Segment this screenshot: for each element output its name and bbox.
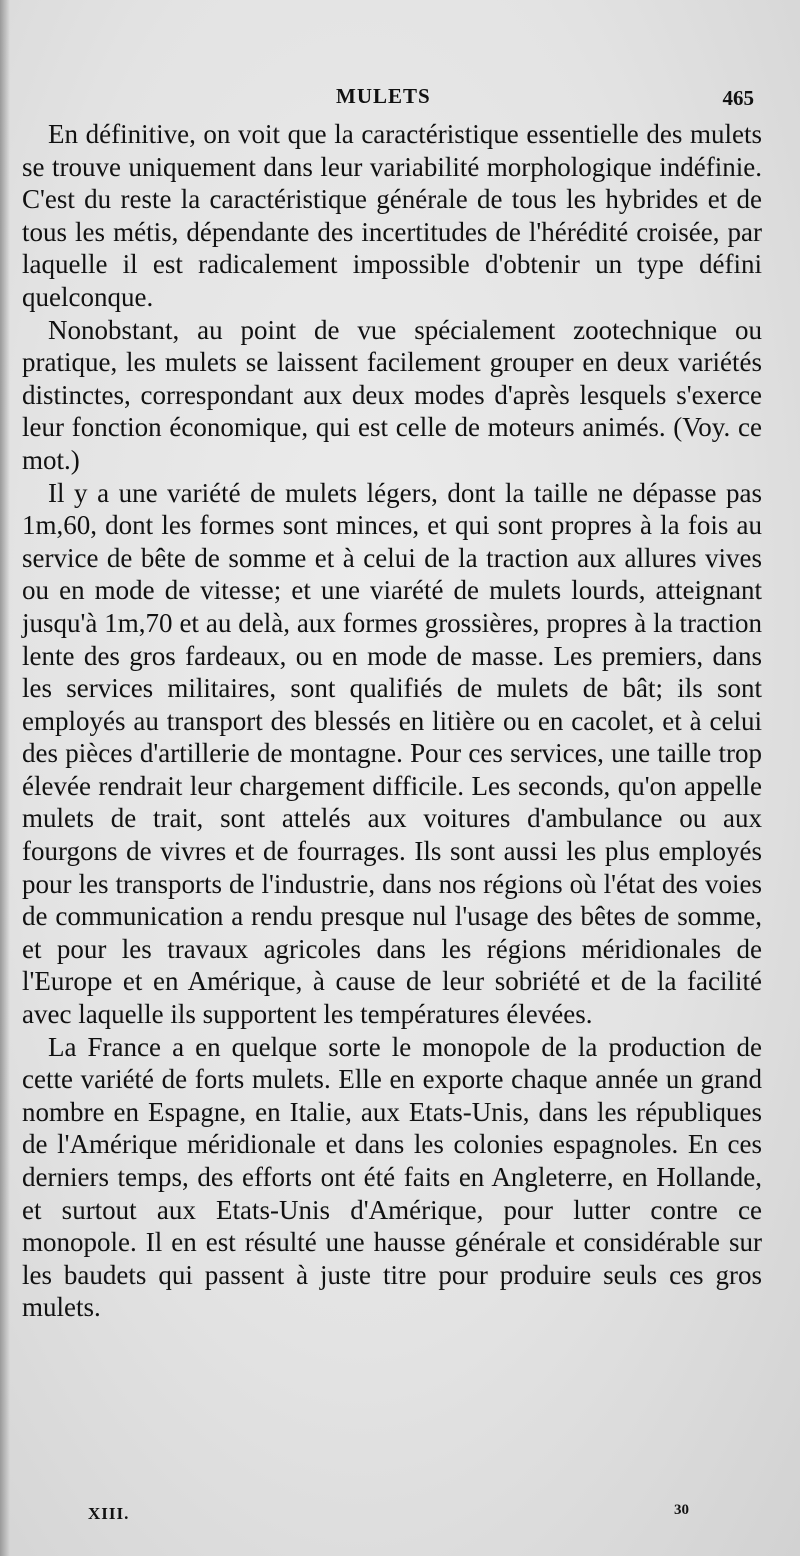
body-text [22, 118, 762, 1324]
paragraph-nonobstant: Nonobstant, au point de vue spécialement zootechnique ou pratique, les mulets se laissent facilement grouper en deux variétés distinctes, correspondant aux deux modes d'après lesquels s'exerce leur fonction économique, qui est celle de moteurs animés. (Voy. ce mot.) [22, 314, 762, 475]
running-title: MULETS [336, 84, 431, 108]
sheet-number: 30 [674, 1502, 689, 1518]
paragraph-varietes: Il y a une variété de mulets légers, dont la taille ne dépasse pas 1m,60, dont les formes sont minces, et qui sont propres à la fois au service de bête de somme et à celui de la traction aux allures vives ou en mode de vitesse; et une viarété de mulets lourds, atteignant jusqu'à 1m,70 et au delà, aux formes grossières, propres à la traction lente des gros fardeaux, ou en mode de masse. Les premiers, dans les services militaires, sont qualifiés de mulets de bât; ils sont employés au transport des blessés en litière ou en cacolet, et à celui des pièces d'artillerie de montagne. Pour ces services, une taille trop élevée rendrait leur chargement difficile. Les seconds, qu'on appelle mulets de trait, sont attelés aux voitures d'ambulance ou aux fourgons de vivres et de fourrages. Ils sont aussi les plus employés pour les transports de l'industrie, dans nos régions où l'état des voies de communication a rendu presque nul l'usage des bêtes de somme, et pour les travaux agricoles dans les régions méridionales de l'Europe et en Amérique, à cause de leur sobriété et de la facilité avec laquelle ils supportent les températures élevées. [22, 477, 762, 1030]
paragraph-france-monopole: La France a en quelque sorte le monopole de la production de cette variété de forts mulets. Elle en exporte chaque année un grand nombre en Espagne, en Italie, aux Etats-Unis, dans les républiques de l'Amérique méridionale et dans les colonies espagnoles. En ces derniers temps, des efforts ont été faits en Angleterre, en Hollande, et surtout aux Etats-Unis d'Amérique, pour lutter contre ce monopole. Il en est résulté une hausse générale et considérable sur les baudets qui passent à juste titre pour produire seuls ces gros mulets. [22, 1031, 762, 1323]
running-head [0, 84, 800, 114]
page-number: 465 [722, 86, 754, 110]
page-footer [0, 1504, 800, 1530]
paragraph-definitive: En définitive, on voit que la caractéristique essentielle des mulets se trouve uniquement dans leur variabilité morphologique indéfinie. C'est du reste la caractéristique générale de tous les hybrides et de tous les métis, dépendante des incertitudes de l'hérédité croisée, par laquelle il est radicalement impossible d'obtenir un type défini quelconque. [22, 119, 762, 312]
signature-mark: XIII. [88, 1504, 130, 1523]
